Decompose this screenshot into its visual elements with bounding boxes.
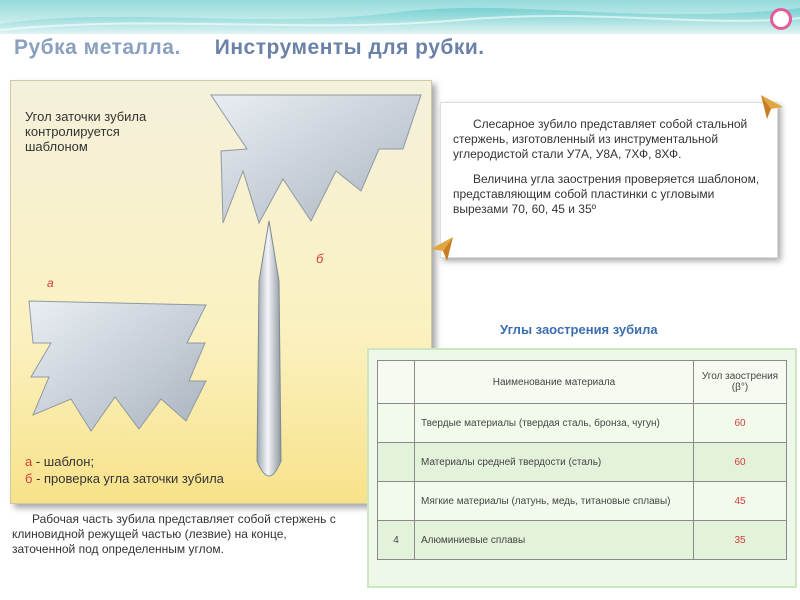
row-number: [378, 443, 415, 482]
description-card: [440, 102, 778, 258]
description-paragraph: Величина угла заострения проверяется шаблоном, представляющим собой пластинки с угловыми вырезами 70, 60, 45 и 35º: [453, 172, 760, 216]
legend-item: б - проверка угла заточки зубила: [25, 471, 224, 486]
template-plate-bottom: [29, 301, 206, 431]
description-paragraph: Слесарное зубило представляет собой стальной стержень, изготовленный из инструментальной углеродистой стали У7А, У8А, 7ХФ, 8ХФ.: [453, 117, 748, 161]
angle-table-card: [367, 348, 797, 588]
angle-cell: 60: [694, 443, 787, 482]
row-number: 4: [378, 521, 415, 560]
column-header-material: Наименование материала: [415, 361, 694, 404]
template-caption: Угол заточки зубила контролируется шаблоном: [25, 109, 147, 154]
template-plate-top: [211, 95, 421, 223]
pin-icon: [757, 93, 785, 121]
header-band: [0, 0, 800, 34]
label-a: а: [47, 276, 54, 290]
title-part-1: Рубка металла.: [14, 36, 181, 59]
row-number: [378, 482, 415, 521]
material-cell: Твердые материалы (твердая сталь, бронза, чугун): [415, 404, 694, 443]
table-row: [378, 521, 787, 560]
title-part-2: Инструменты для рубки.: [214, 36, 485, 59]
material-cell: Материалы средней твердости (сталь): [415, 443, 694, 482]
table-row: [378, 482, 787, 521]
figure-legend: [25, 453, 224, 487]
table-row: [378, 404, 787, 443]
notes-text: Рабочая часть зубила представляет собой стержень с клиновидной режущей частью (лезвие) на конце, заточенной под определенным углом.: [12, 512, 336, 556]
legend-item: а - шаблон;: [25, 454, 95, 469]
row-number: [378, 404, 415, 443]
chisel-body: [257, 221, 281, 476]
column-header-angle: Угол заострения (β°): [694, 361, 787, 404]
table-row: [378, 443, 787, 482]
page-title: [14, 36, 485, 60]
angle-cell: 60: [694, 404, 787, 443]
table-title: Углы заострения зубила: [500, 322, 658, 337]
wave-decoration: [0, 0, 800, 34]
angle-cell: 45: [694, 482, 787, 521]
ring-decoration: [770, 8, 792, 30]
pin-icon: [429, 235, 457, 263]
table-header-row: [378, 361, 787, 404]
column-header-num: [378, 361, 415, 404]
material-cell: Алюминиевые сплавы: [415, 521, 694, 560]
angle-table: [377, 360, 787, 560]
angle-cell: 35: [694, 521, 787, 560]
material-cell: Мягкие материалы (латунь, медь, титановые сплавы): [415, 482, 694, 521]
label-b: б: [316, 251, 324, 266]
